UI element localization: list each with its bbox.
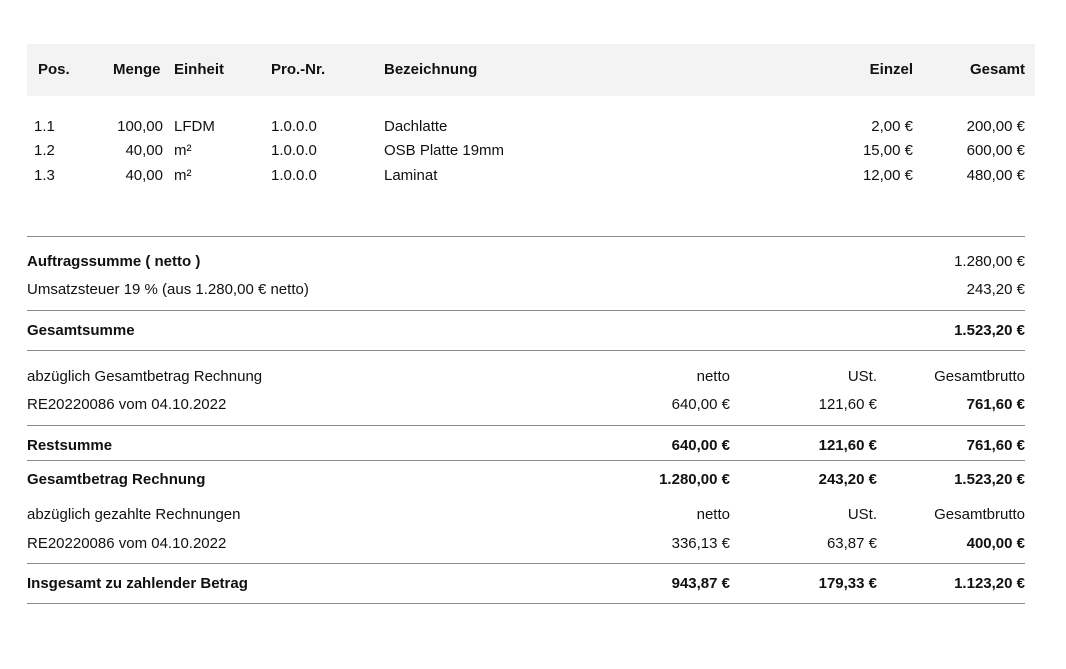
header-menge: Menge	[113, 61, 161, 78]
row-pronr: 1.0.0.0	[271, 167, 317, 184]
row-gesamt: 480,00 €	[966, 167, 1025, 184]
header-pos: Pos.	[38, 61, 70, 78]
ust-value: 243,20 €	[966, 281, 1025, 298]
gesamtsumme-value: 1.523,20 €	[954, 322, 1025, 339]
divider	[27, 425, 1025, 426]
col-netto-label: netto	[696, 506, 730, 523]
total-label: Insgesamt zu zahlender Betrag	[27, 575, 248, 592]
gesamtsumme-label: Gesamtsumme	[27, 322, 135, 339]
col-netto-label: netto	[696, 368, 730, 385]
paid-ust: 63,87 €	[826, 535, 877, 552]
row-pronr: 1.0.0.0	[271, 118, 317, 135]
paid-netto: 336,13 €	[671, 535, 730, 552]
row-pos: 1.3	[34, 167, 55, 184]
divider	[27, 310, 1025, 311]
paid-title: abzüglich gezahlte Rechnungen	[27, 506, 241, 523]
row-gesamt: 200,00 €	[966, 118, 1025, 135]
row-einzel: 15,00 €	[862, 142, 913, 159]
total-ust: 179,33 €	[818, 575, 877, 592]
row-menge: 100,00	[117, 118, 163, 135]
auftragssumme-label: Auftragssumme ( netto )	[27, 253, 201, 270]
header-einzel: Einzel	[869, 61, 913, 78]
gesamtbetrag-ust: 243,20 €	[818, 471, 877, 488]
header-pronr: Pro.-Nr.	[271, 61, 326, 78]
header-bezeichnung: Bezeichnung	[384, 61, 478, 78]
header-einheit: Einheit	[174, 61, 225, 78]
invoice-ref: RE20220086 vom 04.10.2022	[27, 396, 227, 413]
paid-brutto: 400,00 €	[966, 535, 1025, 552]
col-brutto-label: Gesamtbrutto	[934, 506, 1025, 523]
restsumme-brutto: 761,60 €	[966, 437, 1025, 454]
row-pos: 1.2	[34, 142, 55, 159]
col-ust-label: USt.	[847, 368, 877, 385]
gesamtbetrag-label: Gesamtbetrag Rechnung	[27, 471, 206, 488]
paid-ref: RE20220086 vom 04.10.2022	[27, 535, 227, 552]
gesamtbetrag-netto: 1.280,00 €	[659, 471, 730, 488]
divider	[27, 563, 1025, 564]
row-pronr: 1.0.0.0	[271, 142, 317, 159]
row-einheit: LFDM	[174, 118, 215, 135]
invoice-ust: 121,60 €	[818, 396, 877, 413]
row-einheit: m²	[174, 167, 192, 184]
invoice-netto: 640,00 €	[671, 396, 730, 413]
total-netto: 943,87 €	[671, 575, 730, 592]
divider	[27, 350, 1025, 351]
row-einzel: 12,00 €	[862, 167, 913, 184]
row-pos: 1.1	[34, 118, 55, 135]
row-bezeichnung: OSB Platte 19mm	[384, 142, 505, 159]
deduction-title: abzüglich Gesamtbetrag Rechnung	[27, 368, 263, 385]
gesamtbetrag-brutto: 1.523,20 €	[954, 471, 1025, 488]
header-gesamt: Gesamt	[969, 61, 1025, 78]
col-ust-label: USt.	[847, 506, 877, 523]
total-brutto: 1.123,20 €	[954, 575, 1025, 592]
restsumme-label: Restsumme	[27, 437, 113, 454]
row-einheit: m²	[174, 142, 192, 159]
row-menge: 40,00	[125, 167, 163, 184]
col-brutto-label: Gesamtbrutto	[934, 368, 1025, 385]
row-gesamt: 600,00 €	[966, 142, 1025, 159]
auftragssumme-value: 1.280,00 €	[954, 253, 1025, 270]
ust-label: Umsatzsteuer 19 % (aus 1.280,00 € netto)	[27, 281, 309, 298]
row-bezeichnung: Dachlatte	[384, 118, 448, 135]
row-bezeichnung: Laminat	[384, 167, 438, 184]
row-menge: 40,00	[125, 142, 163, 159]
divider	[27, 460, 1025, 461]
restsumme-netto: 640,00 €	[671, 437, 730, 454]
divider	[27, 603, 1025, 604]
row-einzel: 2,00 €	[871, 118, 913, 135]
restsumme-ust: 121,60 €	[818, 437, 877, 454]
divider	[27, 236, 1025, 237]
invoice-brutto: 761,60 €	[966, 396, 1025, 413]
